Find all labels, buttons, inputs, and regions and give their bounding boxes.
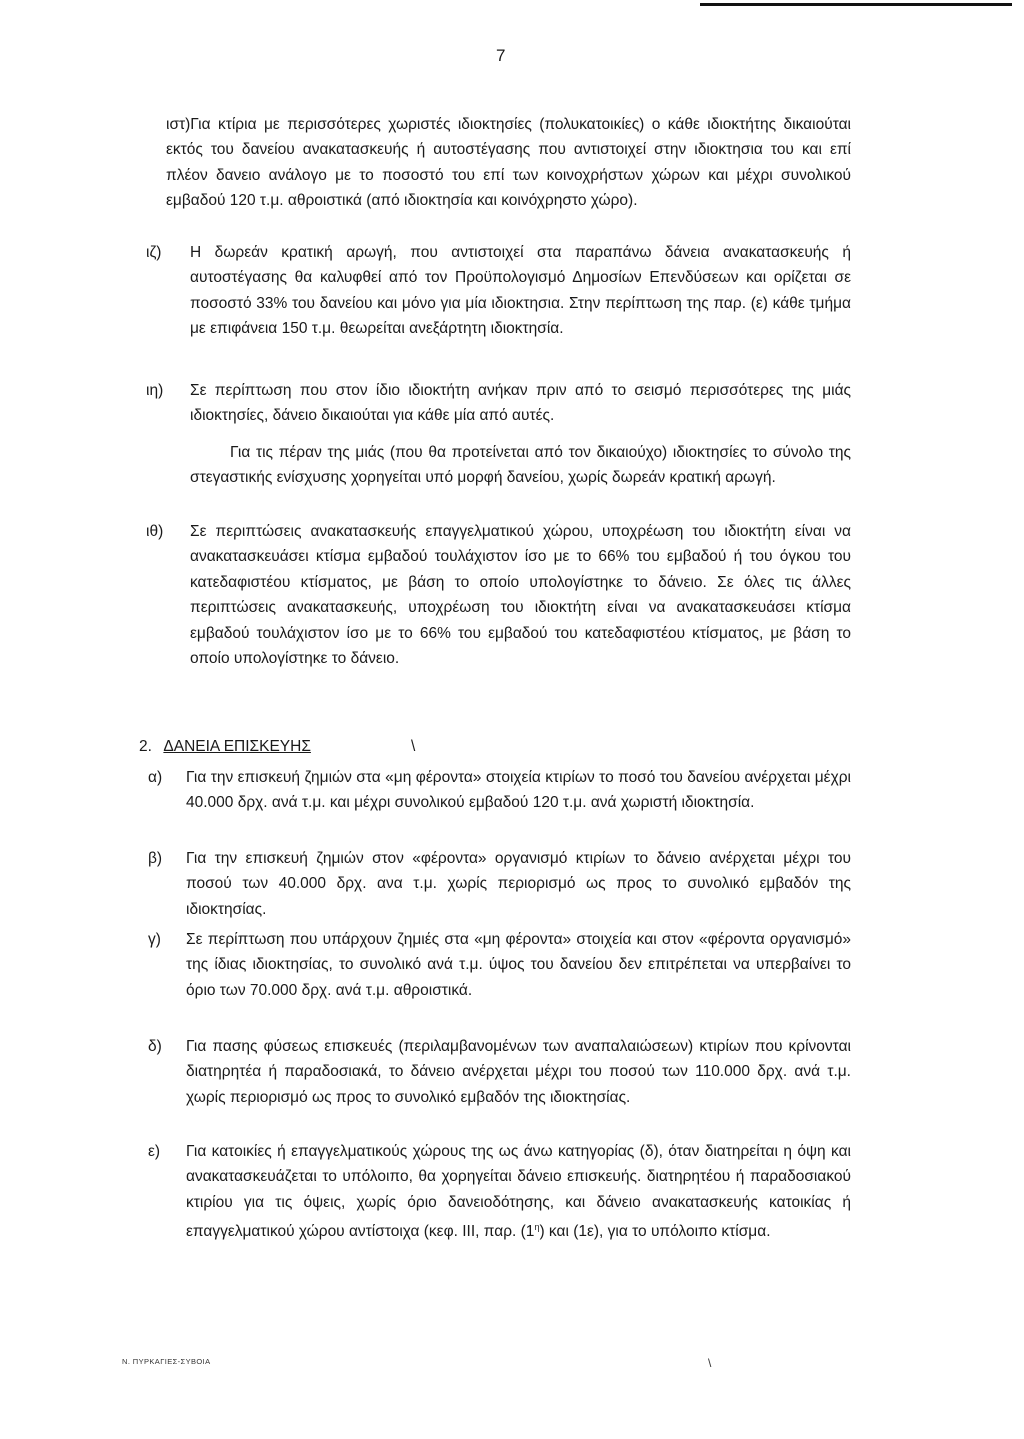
item-marker: ιζ) — [146, 244, 162, 261]
item-text: Για κατοικίες ή επαγγελματικούς χώρους της ως άνω κατηγορίας (δ), όταν διατηρείται η όψη και ανακατασκευάζεται το υπόλοιπο, θα χορηγείται δάνειο επισκευής. διατηρητέου ή παραδοσιακού κτιρίου για τις όψεις, χωρίς όριο δανειοδότησης, και δάνειο ανακατασκευής κατοικίας ή επαγγελματικού χώρου αντίστοιχα (κεφ. ΙΙΙ, παρ. (1 — [186, 1143, 851, 1241]
item-marker: ιη) — [146, 382, 164, 399]
paragraph-iz — [146, 240, 851, 342]
item-marker: γ) — [148, 931, 161, 948]
top-border-line — [0, 0, 1024, 6]
item-marker: ε) — [148, 1143, 161, 1160]
item-text: Για πασης φύσεως επισκευές (περιλαμβανομένων των αναπαλαιώσεων) κτιρίων που κρίνονται διατηρητέα ή παραδοσιακά, το δάνειο ανέρχεται μέχρι του ποσού των 110.000 δρχ. ανά τ.μ. χωρίς περιορισμό ως προς το συνολικό εμβαδόν της ιδιοκτησίας. — [186, 1038, 851, 1106]
item-text: Για την επισκευή ζημιών στα «μη φέροντα» στοιχεία κτιρίων το ποσό του δανείου ανέρχεται μέχρι 40.000 δρχ. ανά τ.μ. και μέχρι συνολικού εμβαδού 120 τ.μ. ανά χωριστή ιδιοκτησία. — [186, 769, 851, 812]
item-marker: α) — [148, 769, 163, 786]
paragraph-text: Η δωρεάν κρατική αρωγή, που αντιστοιχεί στα παραπάνω δάνεια ανακατασκευής ή αυτοστέγασης θα καλυφθεί από τον Προϋπολογισμό Δημοσίων Επενδύσεων και ορίζεται σε ποσοστό 33% του δανείου και μόνο για μία ιδιοκτησια. Στην περίπτωση της παρ. (ε) κάθε τμήμα με επιφάνεια 150 τ.μ. θεωρείται ανεξάρτητη ιδιοκτησία. — [190, 244, 851, 338]
section-title: ΔΑΝΕΙΑ ΕΠΙΣΚΕΥΗΣ — [163, 738, 311, 755]
superscript: η — [534, 1222, 540, 1233]
paragraph-ith — [146, 519, 851, 671]
paragraph-ih — [146, 378, 851, 429]
scan-mark: \ — [411, 738, 416, 755]
item-b — [148, 846, 851, 922]
paragraph-ist: ιστ)Για κτίρια με περισσότερες χωριστές ιδιοκτησίες (πολυκατοικίες) ο κάθε ιδιοκτήτης δικαιούται εκτός του δανείου ανακατασκευής ή αυτοστέγασης που αντιστοιχεί στην ιδιοκτησια του και επί πλέον δανειο ανάλογο με το ποσοστό του επί των κοινοχρήστων χώρων και μέχρι συνολικού εμβαδού 120 τ.μ. αθροιστικά (από ιδιοκτησία και κοινόχρηστο χώρο). — [166, 116, 851, 210]
footer-mark: \ — [708, 1356, 712, 1370]
item-d — [148, 1034, 851, 1110]
item-e — [148, 1139, 851, 1245]
item-marker: δ) — [148, 1038, 162, 1055]
item-text: Για την επισκευή ζημιών στον «φέροντα» οργανισμό κτιρίων το δάνειο ανέρχεται μέχρι του ποσού των 40.000 δρχ. ανα τ.μ. χωρίς περιορισμό ως προς το συνολικό εμβαδόν της ιδιοκτησίας. — [186, 850, 851, 918]
item-a — [148, 765, 851, 816]
section-number: 2. — [139, 738, 152, 755]
paragraph-text: Σε περιπτώσεις ανακατασκευής επαγγελματικού χώρου, υποχρέωση του ιδιοκτήτη είναι να ανακατασκευάσει κτίσμα εμβαδού τουλάχιστον ίσο με το 66% του εμβαδού ή του όγκου του κατεδαφιστέου κτίσματος, με βάση το οποίο υπολογίστηκε το δάνειο. Σε όλες τις άλλες περιπτώσεις ανακατασκευής, υποχρέωση του ιδιοκτήτη είναι να ανακατασκευάσει κτίσμα εμβαδού τουλάχιστον ίσο με το 66% του εμβαδού του κατεδαφιστέου κτίσματος, με βάση το οποίο υπολογίστηκε το δάνειο. — [190, 523, 851, 668]
paragraph-ih-continued: Για τις πέραν της μιάς (που θα προτείνεται από τον δικαιούχο) ιδιοκτησίες το σύνολο της στεγαστικής ενίσχυσης χορηγείται υπό μορφή δανείου, χωρίς δωρεάν κρατική αρωγή. — [190, 444, 851, 487]
paragraph-text: Σε περίπτωση που στον ίδιο ιδιοκτήτη ανήκαν πριν από το σεισμό περισσότερες της μιάς ιδιοκτησίες, δάνειο δικαιούται για κάθε μία από αυτές. — [190, 382, 851, 425]
footer-text: Ν. ΠΥΡΚΑΓΙΕΣ-ΣΥΒΟΙΑ — [122, 1357, 211, 1366]
item-g — [148, 927, 851, 1003]
item-marker: β) — [148, 850, 163, 867]
section-2-heading — [139, 738, 416, 756]
item-marker: ιθ) — [146, 523, 164, 540]
item-text-end: ) και (1ε), για το υπόλοιπο κτίσμα. — [539, 1223, 771, 1241]
page-number: 7 — [496, 46, 506, 65]
item-text: Σε περίπτωση που υπάρχουν ζημιές στα «μη φέροντα» στοιχεία και στον «φέροντα οργανισμό» της ίδιας ιδιοκτησίας, το συνολικό ανά τ.μ. ύψος του δανείου δεν επιτρέπεται να υπερβαίνει το όριο των 70.000 δρχ. ανά τ.μ. αθροιστικά. — [186, 931, 851, 999]
